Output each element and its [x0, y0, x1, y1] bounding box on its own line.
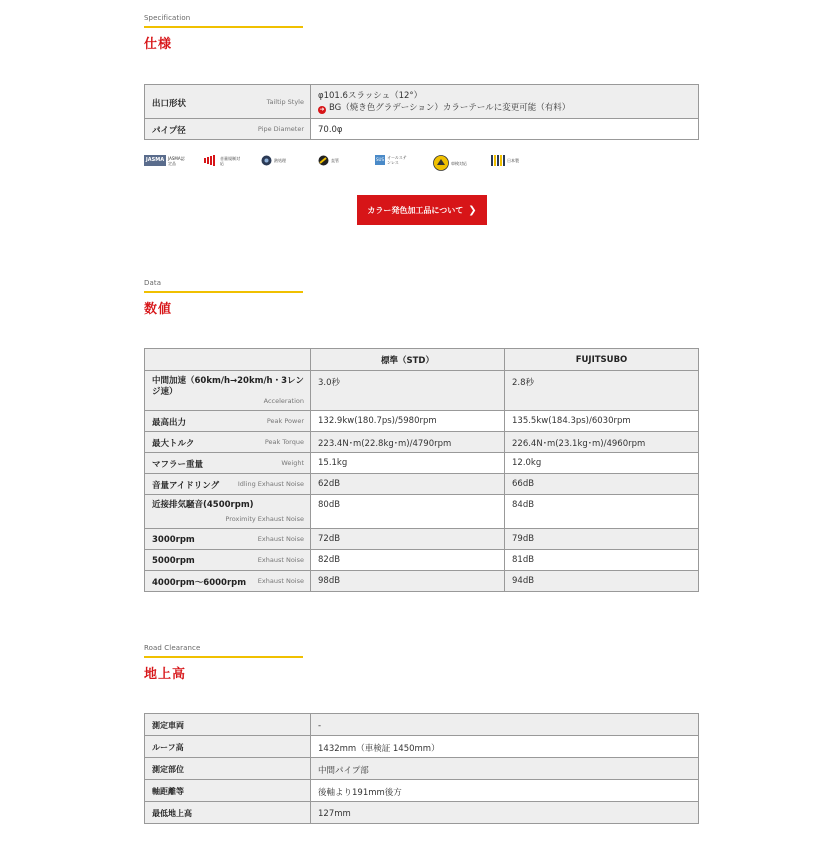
- data-row-label: 5000rpm Exhaust Noise: [145, 550, 311, 571]
- data-row-fujitsubo-value: 226.4N･m(23.1kg･m)/4960rpm: [505, 432, 699, 453]
- spec-row-value: φ101.6スラッシュ（12°） ➜ BG（焼き色グラデーション）カラーテールに変更可能（有料）: [311, 85, 699, 119]
- data-row-label: マフラー重量 Weight: [145, 453, 311, 474]
- color-processing-button-label: カラー発色加工品について: [367, 205, 464, 215]
- data-row-label: 近接排気騒音(4500rpm) Proximity Exhaust Noise: [145, 495, 311, 529]
- data-table-row: [145, 453, 699, 474]
- road-table-row: [145, 714, 699, 736]
- data-table-row: [145, 432, 699, 453]
- road-section: [144, 644, 699, 682]
- spec-row-label: パイプ径 Pipe Diameter: [145, 119, 311, 140]
- data-row-label: 中間加速（60km/h→20km/h・3レンジ速） Acceleration: [145, 371, 311, 411]
- data-row-label: 4000rpm～6000rpm Exhaust Noise: [145, 571, 311, 592]
- data-row-label: 最高出力 Peak Power: [145, 411, 311, 432]
- road-section-en-title: Road Clearance: [144, 644, 201, 652]
- road-row-label: 測定車両: [145, 714, 311, 736]
- data-table-row: [145, 529, 699, 550]
- data-row-fujitsubo-value: 84dB: [505, 495, 699, 529]
- spec-row-value: 70.0φ: [311, 119, 699, 140]
- data-table-wrap: [144, 348, 699, 592]
- arrow-right-icon: ➜: [319, 106, 325, 113]
- data-row-label: 最大トルク Peak Torque: [145, 432, 311, 453]
- data-row-en-label: Acceleration: [263, 397, 304, 405]
- data-row-en-label: Peak Power: [266, 417, 304, 425]
- road-clearance-table: [144, 713, 699, 824]
- data-row-std-value: 62dB: [311, 474, 505, 495]
- data-section-title: 数値: [144, 302, 173, 317]
- road-table-row: [145, 736, 699, 758]
- chevron-right-icon: ❯: [468, 204, 477, 216]
- road-section-title: 地上高: [144, 667, 187, 682]
- data-row-std-value: 132.9kw(180.7ps)/5980rpm: [311, 411, 505, 432]
- spec-table-wrap: [144, 84, 699, 140]
- data-table-row: [145, 495, 699, 529]
- data-row-en-label: Peak Torque: [264, 438, 304, 446]
- data-table: [144, 348, 699, 592]
- road-row-value: 中間パイプ部: [311, 758, 699, 780]
- data-table-header: [145, 349, 699, 371]
- data-table-row: [145, 411, 699, 432]
- direct-icon: 直管: [318, 155, 343, 166]
- road-row-label: 最低地上高: [145, 802, 311, 824]
- data-row-fujitsubo-value: 81dB: [505, 550, 699, 571]
- data-section: [144, 279, 699, 317]
- road-table-row: [145, 758, 699, 780]
- header-fujitsubo: FUJITSUBO: [505, 349, 699, 371]
- header-empty: [145, 349, 311, 371]
- spec-row-pipe-diameter: [145, 119, 699, 140]
- data-row-en-label: Exhaust Noise: [257, 556, 304, 564]
- data-row-fujitsubo-value: 66dB: [505, 474, 699, 495]
- spec-row-tailtip: [145, 85, 699, 119]
- data-row-fujitsubo-value: 79dB: [505, 529, 699, 550]
- road-table-wrap: [144, 713, 699, 824]
- jasma-icon: JASMA JASMA認定品: [145, 155, 185, 166]
- made-icon: 日本製: [491, 155, 527, 166]
- road-row-value: 後軸より191mm後方: [311, 780, 699, 802]
- spec-row-label: 出口形状 Tailtip Style: [145, 85, 311, 119]
- road-row-value: 127mm: [311, 802, 699, 824]
- road-row-value: -: [311, 714, 699, 736]
- stainless-icon: SUS オールステンレス: [375, 155, 407, 165]
- data-row-fujitsubo-value: 135.5kw(184.3ps)/6030rpm: [505, 411, 699, 432]
- data-row-en-label: Exhaust Noise: [257, 535, 304, 543]
- data-row-fujitsubo-value: 12.0kg: [505, 453, 699, 474]
- color-processing-info-button[interactable]: [357, 195, 487, 225]
- road-title-underline: [144, 656, 303, 658]
- data-row-std-value: 72dB: [311, 529, 505, 550]
- road-row-label: ルーフ高: [145, 736, 311, 758]
- data-row-std-value: 3.0秒: [311, 371, 505, 411]
- data-row-std-value: 80dB: [311, 495, 505, 529]
- data-row-fujitsubo-value: 94dB: [505, 571, 699, 592]
- heat-icon: 熱処理: [261, 155, 286, 166]
- data-table-row: [145, 550, 699, 571]
- data-row-std-value: 223.4N･m(22.8kg･m)/4790rpm: [311, 432, 505, 453]
- spec-title-underline: [144, 26, 303, 28]
- data-row-std-value: 82dB: [311, 550, 505, 571]
- road-row-label: 軸距離等: [145, 780, 311, 802]
- spec-row-en-label: Pipe Diameter: [257, 125, 304, 133]
- sound-icon: 音量規制対応: [204, 155, 242, 166]
- data-row-fujitsubo-value: 2.8秒: [505, 371, 699, 411]
- data-table-row: [145, 371, 699, 411]
- spec-row-en-label: Tailtip Style: [266, 97, 304, 106]
- data-title-underline: [144, 291, 303, 293]
- data-row-label: 音量アイドリング Idling Exhaust Noise: [145, 474, 311, 495]
- spec-section: [144, 14, 699, 52]
- data-row-std-value: 98dB: [311, 571, 505, 592]
- road-row-label: 測定部位: [145, 758, 311, 780]
- data-table-row: [145, 571, 699, 592]
- data-row-en-label: Proximity Exhaust Noise: [225, 515, 304, 523]
- data-row-std-value: 15.1kg: [311, 453, 505, 474]
- data-table-row: [145, 474, 699, 495]
- spec-table: [144, 84, 699, 140]
- road-table-body: [145, 714, 699, 824]
- road-table-row: [145, 802, 699, 824]
- road-row-value: 1432mm（車検証 1450mm）: [311, 736, 699, 758]
- vehicle-icon: 車検対応: [433, 155, 473, 171]
- data-row-en-label: Idling Exhaust Noise: [237, 480, 304, 488]
- header-std: 標準（STD）: [311, 349, 505, 371]
- spec-section-en-title: Specification: [144, 14, 191, 22]
- spec-section-title: 仕様: [144, 37, 173, 52]
- data-section-en-title: Data: [144, 279, 162, 287]
- data-row-label: 3000rpm Exhaust Noise: [145, 529, 311, 550]
- feature-icons-row: [144, 155, 544, 175]
- data-table-body: [145, 371, 699, 592]
- data-row-en-label: Exhaust Noise: [257, 577, 304, 585]
- data-row-en-label: Weight: [281, 459, 304, 467]
- road-table-row: [145, 780, 699, 802]
